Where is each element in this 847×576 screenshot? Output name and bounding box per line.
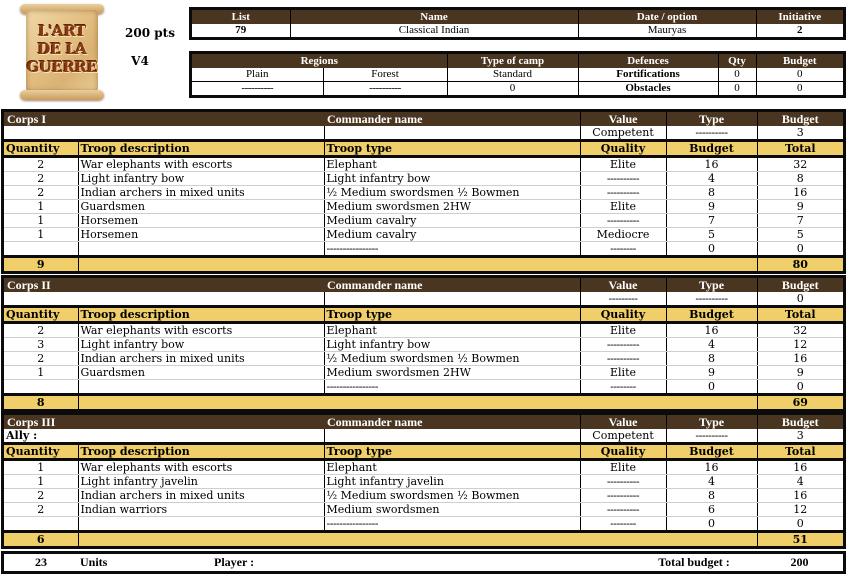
type-header: Type <box>666 415 757 429</box>
quantity-header: Quantity <box>4 141 78 157</box>
troop-total: 12 <box>757 503 843 517</box>
troop-total: 16 <box>757 186 843 200</box>
obstacles-label: Obstacles <box>578 82 718 96</box>
value-header: Value <box>580 415 666 429</box>
troop-type[interactable]: ½ Medium swordsmen ½ Bowmen <box>324 186 580 200</box>
troop-row[interactable] <box>4 489 843 503</box>
troop-qty[interactable]: 1 <box>4 228 78 242</box>
troop-type[interactable]: ½ Medium swordsmen ½ Bowmen <box>324 489 580 503</box>
camp-header: Type of camp <box>447 54 578 68</box>
troop-type[interactable]: Medium cavalry <box>324 228 580 242</box>
defence-budget-header: Budget <box>756 54 843 68</box>
corps-1-commander-name[interactable] <box>324 126 580 141</box>
quality-header: Quality <box>580 444 666 460</box>
troop-quality[interactable]: ---------- <box>580 172 666 186</box>
corps-1-header <box>4 112 843 126</box>
troop-budget: 16 <box>666 460 757 475</box>
troop-total: 0 <box>757 242 843 257</box>
troop-quality[interactable]: Elite <box>580 200 666 214</box>
troop-row[interactable] <box>4 228 843 242</box>
logo-line-1: L'ART <box>38 22 86 40</box>
troop-quality[interactable]: Elite <box>580 366 666 380</box>
corps-1-column-headers <box>4 141 843 157</box>
corps-2-totals-spacer <box>78 395 757 410</box>
troop-budget: 4 <box>666 475 757 489</box>
quality-header: Quality <box>580 141 666 157</box>
troop-description[interactable]: Indian archers in mixed units <box>78 186 324 200</box>
troop-row[interactable] <box>4 214 843 228</box>
troop-description[interactable]: Light infantry javelin <box>78 475 324 489</box>
type-header: Type <box>666 112 757 126</box>
troop-budget: 9 <box>666 366 757 380</box>
troop-budget: 0 <box>666 517 757 532</box>
total-header: Total <box>757 141 843 157</box>
troop-budget: 6 <box>666 503 757 517</box>
troop-description-header: Troop description <box>78 444 324 460</box>
points-label: 200 pts <box>125 26 175 40</box>
corps-2-commander-row <box>4 292 843 307</box>
troop-type[interactable]: ---------------- <box>324 517 580 532</box>
type-header: Type <box>666 278 757 292</box>
troop-qty[interactable]: 1 <box>4 460 78 475</box>
troop-row[interactable] <box>4 186 843 200</box>
corps-3-title: Corps III <box>4 415 324 429</box>
troop-qty[interactable]: 2 <box>4 172 78 186</box>
value-header: Value <box>580 278 666 292</box>
troop-type[interactable]: Light infantry bow <box>324 172 580 186</box>
commander-name-header: Commander name <box>324 112 580 126</box>
troop-total: 16 <box>757 489 843 503</box>
troop-row[interactable] <box>4 352 843 366</box>
version-label: V4 <box>131 54 149 68</box>
troop-row[interactable] <box>4 475 843 489</box>
troop-total: 7 <box>757 214 843 228</box>
troop-type[interactable]: Medium swordsmen 2HW <box>324 200 580 214</box>
troop-qty[interactable]: 1 <box>4 200 78 214</box>
scroll-bottom-roll <box>20 90 104 100</box>
troop-row[interactable] <box>4 157 843 172</box>
troop-total: 8 <box>757 172 843 186</box>
troop-description[interactable] <box>78 517 324 532</box>
corps-3-total-qty: 6 <box>4 532 78 547</box>
troop-type[interactable]: Elephant <box>324 460 580 475</box>
total-budget-value: 200 <box>790 555 809 569</box>
corps-2-title: Corps II <box>4 278 324 292</box>
region-2[interactable]: Forest <box>323 68 447 82</box>
troop-type[interactable]: Medium swordsmen 2HW <box>324 366 580 380</box>
troop-budget: 4 <box>666 338 757 352</box>
troop-type[interactable]: Light infantry bow <box>324 338 580 352</box>
troop-total: 9 <box>757 366 843 380</box>
corps-2-commander-type[interactable]: ---------- <box>666 292 757 307</box>
troop-type[interactable]: Medium swordsmen <box>324 503 580 517</box>
corps-3-totals-spacer <box>78 532 757 547</box>
troop-qty[interactable]: 2 <box>4 157 78 172</box>
commander-name-header: Commander name <box>324 415 580 429</box>
troop-type[interactable]: ---------------- <box>324 380 580 395</box>
troop-row-empty[interactable] <box>4 517 843 532</box>
troop-type-header: Troop type <box>324 444 580 460</box>
troop-type[interactable]: ½ Medium swordsmen ½ Bowmen <box>324 352 580 366</box>
list-header: List <box>192 10 290 24</box>
troop-quality[interactable]: -------- <box>580 242 666 257</box>
terrain-row-2 <box>192 82 843 96</box>
troop-quality[interactable]: -------- <box>580 517 666 532</box>
troop-budget: 4 <box>666 172 757 186</box>
total-header: Total <box>757 307 843 323</box>
troop-qty[interactable] <box>4 242 78 257</box>
troop-budget: 8 <box>666 186 757 200</box>
troop-total: 32 <box>757 323 843 338</box>
troop-row[interactable] <box>4 503 843 517</box>
corps-1-commander-budget: 3 <box>757 126 843 141</box>
list-info-header <box>192 10 843 24</box>
troop-budget: 8 <box>666 352 757 366</box>
troop-quality[interactable]: ---------- <box>580 186 666 200</box>
corps-3-column-headers <box>4 444 843 460</box>
troop-qty[interactable]: 2 <box>4 503 78 517</box>
corps-3-table <box>4 415 843 546</box>
troop-total: 32 <box>757 157 843 172</box>
footer-row <box>4 554 843 571</box>
troop-total: 4 <box>757 475 843 489</box>
corps-1-totals-spacer <box>78 257 757 272</box>
units-count: 23 <box>35 555 47 569</box>
troop-qty[interactable]: 1 <box>4 366 78 380</box>
commander-name-header: Commander name <box>324 278 580 292</box>
troop-quality[interactable]: -------- <box>580 380 666 395</box>
corps-2-column-headers <box>4 307 843 323</box>
regions-header: Regions <box>192 54 447 68</box>
troop-row-empty[interactable] <box>4 242 843 257</box>
troop-quality[interactable]: Elite <box>580 460 666 475</box>
region-1-alt[interactable]: ---------- <box>241 82 274 94</box>
art-de-la-guerre-logo <box>20 2 104 100</box>
corps-2-commander-value[interactable]: --------- <box>580 292 666 307</box>
obstacles-qty[interactable]: 0 <box>718 82 756 96</box>
corps-1-ally-label <box>4 126 324 141</box>
terrain-header <box>192 54 843 68</box>
troop-type[interactable]: ---------------- <box>324 242 580 257</box>
quantity-header: Quantity <box>4 444 78 460</box>
troop-row[interactable] <box>4 338 843 352</box>
corps-3-commander-row <box>4 429 843 444</box>
corps-2-table <box>4 278 843 409</box>
corps-1-title: Corps I <box>4 112 324 126</box>
camp-type[interactable]: Standard <box>447 68 578 82</box>
commander-budget-header: Budget <box>757 112 843 126</box>
quality-header: Quality <box>580 307 666 323</box>
troop-description[interactable]: Indian archers in mixed units <box>78 489 324 503</box>
troop-description[interactable]: Horsemen <box>78 228 324 242</box>
commander-budget-header: Budget <box>757 278 843 292</box>
troop-description[interactable]: Guardsmen <box>78 200 324 214</box>
corps-2-total-budget: 69 <box>757 395 843 410</box>
player-label: Player : <box>214 555 255 569</box>
date-option[interactable]: Mauryas <box>578 24 756 37</box>
troop-qty[interactable] <box>4 380 78 395</box>
troop-description[interactable]: Light infantry bow <box>78 338 324 352</box>
corps-1-total-budget: 80 <box>757 257 843 272</box>
troop-qty[interactable]: 1 <box>4 214 78 228</box>
troop-type[interactable]: Light infantry javelin <box>324 475 580 489</box>
troop-type[interactable]: Elephant <box>324 157 580 172</box>
troop-budget: 5 <box>666 228 757 242</box>
troop-quality[interactable]: Elite <box>580 157 666 172</box>
troop-qty[interactable]: 2 <box>4 352 78 366</box>
corps-2-ally-label <box>4 292 324 307</box>
commander-budget-header: Budget <box>757 415 843 429</box>
troop-qty[interactable]: 2 <box>4 489 78 503</box>
defences-header: Defences <box>578 54 718 68</box>
corps-2-commander-budget: 0 <box>757 292 843 307</box>
fortifications-budget: 0 <box>756 68 843 82</box>
list-number[interactable]: 79 <box>235 24 247 36</box>
troop-total: 16 <box>757 352 843 366</box>
troop-type-header: Troop type <box>324 141 580 157</box>
troop-total: 5 <box>757 228 843 242</box>
unit-budget-header: Budget <box>666 307 757 323</box>
corps-3-total-budget: 51 <box>757 532 843 547</box>
troop-description[interactable] <box>78 380 324 395</box>
initiative-header: Initiative <box>756 10 843 24</box>
corps-3-totals <box>4 532 843 547</box>
troop-quality[interactable]: Mediocre <box>580 228 666 242</box>
corps-3-commander-value[interactable]: Competent <box>580 429 666 444</box>
corps-3-header <box>4 415 843 429</box>
troop-quality[interactable]: ---------- <box>580 214 666 228</box>
troop-qty[interactable]: 1 <box>4 475 78 489</box>
corps-2-total-qty: 8 <box>4 395 78 410</box>
total-header: Total <box>757 444 843 460</box>
troop-total: 0 <box>757 517 843 532</box>
troop-row[interactable] <box>4 172 843 186</box>
troop-total: 12 <box>757 338 843 352</box>
troop-qty[interactable]: 2 <box>4 186 78 200</box>
total-budget-label: Total budget : <box>658 555 730 569</box>
corps-2-totals <box>4 395 843 410</box>
unit-budget-header: Budget <box>666 444 757 460</box>
region-2-alt[interactable]: ---------- <box>323 82 447 96</box>
troop-type-header: Troop type <box>324 307 580 323</box>
troop-budget: 0 <box>666 242 757 257</box>
corps-2-commander-name[interactable] <box>324 292 580 307</box>
units-label: Units <box>80 555 108 569</box>
troop-quality[interactable]: ---------- <box>580 352 666 366</box>
troop-description[interactable]: War elephants with escorts <box>78 157 324 172</box>
corps-1-commander-value[interactable]: Competent <box>580 126 666 141</box>
logo-text <box>26 22 98 76</box>
troop-row-empty[interactable] <box>4 380 843 395</box>
troop-budget: 8 <box>666 489 757 503</box>
list-info-values <box>192 24 843 37</box>
camp-budget: 0 <box>447 82 578 96</box>
name-header: Name <box>290 10 578 24</box>
troop-description[interactable]: War elephants with escorts <box>78 460 324 475</box>
troop-description-header: Troop description <box>78 307 324 323</box>
troop-row[interactable] <box>4 366 843 380</box>
quantity-header: Quantity <box>4 307 78 323</box>
troop-type[interactable]: Medium cavalry <box>324 214 580 228</box>
troop-description[interactable]: Indian warriors <box>78 503 324 517</box>
initiative-value[interactable]: 2 <box>756 24 843 37</box>
army-summary-footer <box>4 554 843 571</box>
troop-type[interactable]: Elephant <box>324 323 580 338</box>
troop-quality[interactable]: Elite <box>580 323 666 338</box>
corps-3-commander-name[interactable] <box>324 429 580 444</box>
troop-quality[interactable]: ---------- <box>580 475 666 489</box>
corps-1-totals <box>4 257 843 272</box>
troop-description[interactable]: War elephants with escorts <box>78 323 324 338</box>
troop-qty[interactable]: 2 <box>4 323 78 338</box>
troop-quality[interactable]: ---------- <box>580 503 666 517</box>
list-info-table <box>192 10 843 37</box>
date-option-header: Date / option <box>578 10 756 24</box>
corps-2-header <box>4 278 843 292</box>
troop-description[interactable]: Indian archers in mixed units <box>78 352 324 366</box>
terrain-table <box>192 54 843 95</box>
corps-3-commander-budget: 3 <box>757 429 843 444</box>
terrain-row-1 <box>192 68 843 82</box>
troop-total: 16 <box>757 460 843 475</box>
troop-description[interactable] <box>78 242 324 257</box>
troop-row[interactable] <box>4 323 843 338</box>
corps-1-table <box>4 112 843 271</box>
logo-line-3: GUERRE <box>26 58 98 76</box>
troop-quality[interactable]: ---------- <box>580 338 666 352</box>
unit-budget-header: Budget <box>666 141 757 157</box>
troop-qty[interactable]: 3 <box>4 338 78 352</box>
troop-description[interactable]: Light infantry bow <box>78 172 324 186</box>
troop-budget: 16 <box>666 323 757 338</box>
fortifications-label: Fortifications <box>578 68 718 82</box>
region-1[interactable]: Plain <box>245 68 269 80</box>
corps-1-total-qty: 9 <box>4 257 78 272</box>
troop-quality[interactable]: ---------- <box>580 489 666 503</box>
troop-budget: 7 <box>666 214 757 228</box>
troop-description-header: Troop description <box>78 141 324 157</box>
logo-line-2: DE LA <box>37 40 87 58</box>
troop-total: 0 <box>757 380 843 395</box>
corps-3-commander-type[interactable]: ---------- <box>666 429 757 444</box>
value-header: Value <box>580 112 666 126</box>
fortifications-qty[interactable]: 0 <box>718 68 756 82</box>
army-name[interactable]: Classical Indian <box>290 24 578 37</box>
obstacles-budget: 0 <box>756 82 843 96</box>
corps-1-commander-type[interactable]: ---------- <box>666 126 757 141</box>
troop-budget: 9 <box>666 200 757 214</box>
corps-1-commander-row <box>4 126 843 141</box>
troop-description[interactable]: Horsemen <box>78 214 324 228</box>
corps-3-ally-label: Ally : <box>6 429 38 442</box>
troop-description[interactable]: Guardsmen <box>78 366 324 380</box>
troop-row[interactable] <box>4 460 843 475</box>
troop-total: 9 <box>757 200 843 214</box>
troop-row[interactable] <box>4 200 843 214</box>
qty-header: Qty <box>718 54 756 68</box>
troop-qty[interactable] <box>4 517 78 532</box>
troop-budget: 16 <box>666 157 757 172</box>
troop-budget: 0 <box>666 380 757 395</box>
